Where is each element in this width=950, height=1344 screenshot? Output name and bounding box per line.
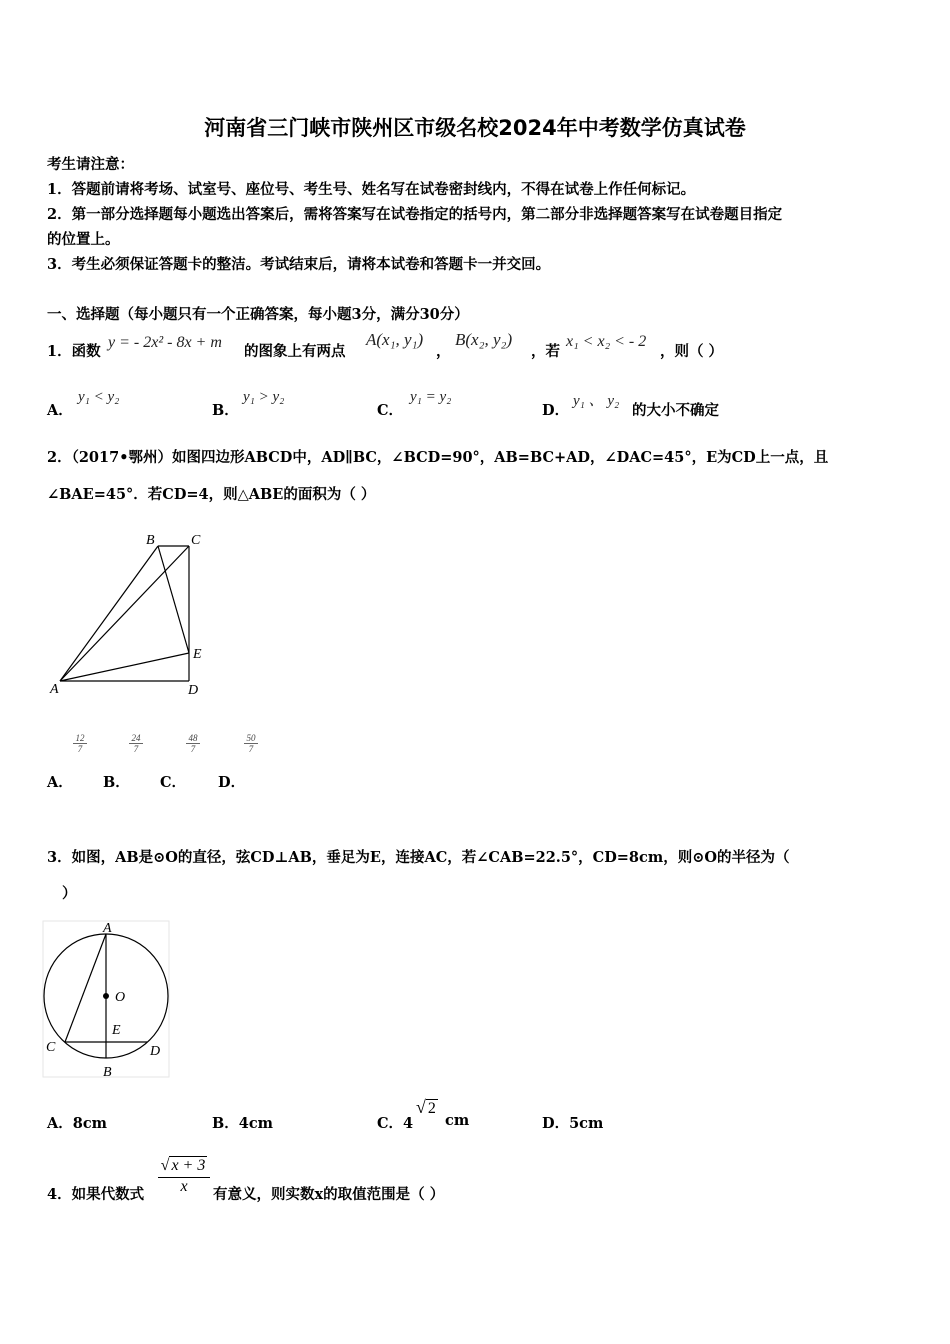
label-e: E (193, 647, 202, 662)
notice-item: 3．考生必须保证答题卡的整洁。考试结束后，请将本试卷和答题卡一并交回。 (47, 256, 551, 273)
numerator: 12 (75, 733, 85, 743)
q4-numerator: √ x + 3 (158, 1157, 210, 1178)
q4-prefix: 4．如果代数式 (47, 1186, 145, 1203)
center-dot (103, 993, 109, 999)
denominator: 7 (186, 743, 200, 754)
q3-option-a[interactable]: A．8cm (47, 1115, 108, 1132)
segment-ac (65, 934, 106, 1042)
label-d: D (150, 1044, 161, 1059)
q3-option-c-radical: √ 2 (416, 1097, 436, 1117)
q1-option-d-math: y₁ 、 y₂ (573, 393, 620, 409)
q1-option-a-label[interactable]: A． (47, 402, 73, 419)
radicand: 2 (427, 1100, 436, 1117)
label-a: A (103, 921, 112, 936)
q1-option-b-math: y₁ > y₂ (243, 389, 285, 405)
numerator: 24 (131, 733, 141, 743)
label-e: E (112, 1023, 121, 1038)
radicand: x + 3 (171, 1157, 206, 1174)
label-a: A (50, 682, 59, 697)
q2-option-d[interactable]: D． (218, 774, 246, 791)
denominator: 7 (73, 743, 87, 754)
q1-option-d-label[interactable]: D． (542, 402, 570, 419)
q1-condition: x₁ < x₂ < - 2 (566, 333, 647, 350)
q3-option-c-unit: cm (445, 1112, 470, 1129)
label-c: C (46, 1040, 56, 1055)
q2-option-d-fraction (244, 733, 258, 754)
label-o: O (115, 990, 126, 1005)
q3-figure (40, 918, 172, 1080)
label-b: B (146, 533, 155, 548)
denominator: 7 (129, 743, 143, 754)
denominator: 7 (244, 743, 258, 754)
q3-option-c[interactable]: C．4 (377, 1115, 414, 1132)
q1-mid: 的图象上有两点 (244, 343, 346, 360)
notice-item: 1．答题前请将考场、试室号、座位号、考生号、姓名写在试卷密封线内，不得在试卷上作任何标记。 (47, 181, 696, 198)
notice-heading: 考生请注意： (47, 156, 134, 173)
q4-denominator: x (180, 1178, 188, 1195)
segment-ac (60, 546, 189, 681)
q2-option-b-fraction (129, 733, 143, 754)
q2-line1: 2．（2017•鄂州）如图四边形ABCD中，AD∥BC，∠BCD=90°，AB=BC+AD，∠DAC=45°，E为CD上一点，且 (47, 449, 829, 466)
q1-option-d-text: 的大小不确定 (632, 402, 719, 419)
q1-option-c-label[interactable]: C． (377, 402, 404, 419)
q2-option-b[interactable]: B． (103, 774, 130, 791)
q4-suffix: 有意义，则实数x的取值范围是（ ） (213, 1186, 445, 1203)
q1-end: ，则（ ） (660, 343, 724, 360)
q1-if: ，若 (531, 343, 560, 360)
q1-function: y = - 2x² - 8x + m (108, 334, 222, 351)
q1-option-b-label[interactable]: B． (212, 402, 239, 419)
section-heading: 一、选择题（每小题只有一个正确答案，每小题3分，满分30分） (47, 306, 469, 323)
q1-option-a-math: y₁ < y₂ (78, 389, 120, 405)
q3-option-b[interactable]: B．4cm (212, 1115, 274, 1132)
q2-figure (40, 528, 220, 698)
q1-point-a: A(x₁, y₁) (366, 330, 424, 349)
q1-option-c-math: y₁ = y₂ (410, 389, 452, 405)
q4-fraction (158, 1157, 210, 1196)
q3-line2: ） (62, 885, 77, 902)
q2-line2: ∠BAE=45°．若CD=4，则△ABE的面积为（ ） (47, 486, 376, 503)
notice-item: 的位置上。 (47, 231, 120, 248)
segment-ab (60, 546, 158, 681)
q3-option-d[interactable]: D．5cm (542, 1115, 604, 1132)
numerator: 48 (188, 733, 198, 743)
q3-line1: 3．如图，AB是⊙O的直径，弦CD⊥AB，垂足为E，连接AC，若∠CAB=22.5°，CD=8cm，则⊙O的半径为（ (47, 849, 790, 866)
q1-prefix: 1．函数 (47, 343, 101, 360)
q2-option-a[interactable]: A． (47, 774, 73, 791)
page-title: 河南省三门峡市陕州区市级名校2024年中考数学仿真试卷 (204, 116, 746, 140)
label-d: D (188, 683, 199, 698)
notice-item: 2．第一部分选择题每小题选出答案后，需将答案写在试卷指定的括号内，第二部分非选择题答案写在试卷题目指定 (47, 206, 783, 223)
q1-comma: ， (436, 343, 451, 360)
numerator: 50 (246, 733, 256, 743)
q2-option-c[interactable]: C． (160, 774, 187, 791)
q2-option-c-fraction (186, 733, 200, 754)
label-b: B (103, 1065, 112, 1080)
q1-point-b: B(x₂, y₂) (455, 330, 513, 349)
segment-ae (60, 653, 189, 681)
label-c: C (191, 533, 201, 548)
q2-option-a-fraction (73, 733, 87, 754)
